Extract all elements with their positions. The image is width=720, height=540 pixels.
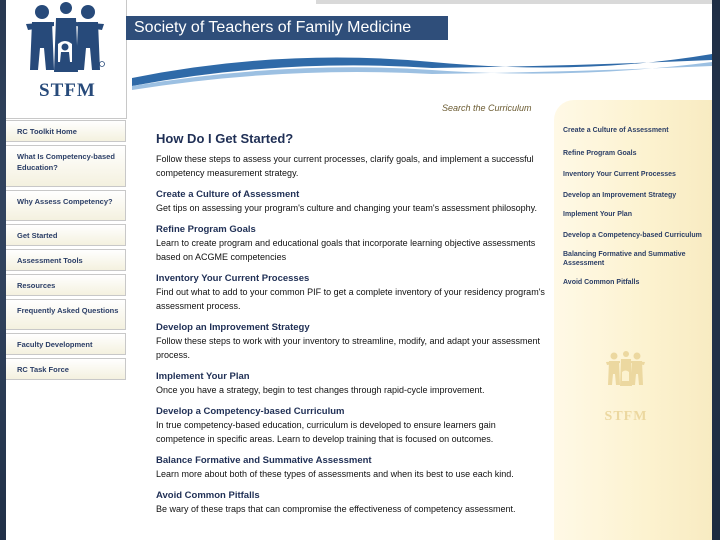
right-link-implement[interactable]: Implement Your Plan <box>563 211 632 218</box>
section-text-pitfalls: Be wary of these traps that can compromise the effectiveness of competency assessment. <box>156 504 516 514</box>
stfm-logo[interactable] <box>6 0 127 119</box>
nav-item-rc-task-force[interactable]: RC Task Force <box>6 358 126 380</box>
section-text-culture: Get tips on assessing your program's culture and changing your team's assessment philosophy. <box>156 203 537 213</box>
section-link-improvement[interactable]: Develop an Improvement Strategy <box>156 322 310 333</box>
watermark-text: STFM <box>604 409 648 424</box>
header-swoosh <box>132 40 712 90</box>
nav-item-rc-toolkit-home[interactable]: RC Toolkit Home <box>6 120 126 142</box>
right-link-program-goals[interactable]: Refine Program Goals <box>563 150 637 157</box>
nav-item-faq[interactable]: Frequently Asked Questions <box>6 299 126 330</box>
section-link-balance[interactable]: Balance Formative and Summative Assessment <box>156 455 372 466</box>
main-content <box>156 131 546 516</box>
section-link-implement[interactable]: Implement Your Plan <box>156 371 250 382</box>
nav-item-resources[interactable]: Resources <box>6 274 126 296</box>
section-link-inventory[interactable]: Inventory Your Current Processes <box>156 273 310 284</box>
right-link-improvement[interactable]: Develop an Improvement Strategy <box>563 192 677 199</box>
section-link-curriculum[interactable]: Develop a Competency-based Curriculum <box>156 406 345 417</box>
section-link-program-goals[interactable]: Refine Program Goals <box>156 224 256 235</box>
family-figures-watermark-icon <box>596 338 656 402</box>
right-link-culture[interactable]: Create a Culture of Assessment <box>563 127 669 134</box>
section-text-inventory: Find out what to add to your common PIF to get a complete inventory of your residency program's assessment process. <box>156 287 545 311</box>
section-text-implement: Once you have a strategy, begin to test changes through rapid-cycle improvement. <box>156 385 485 395</box>
section-text-program-goals: Learn to create program and educational goals that incorporate learning objective assessments based on ACGME competencies <box>156 238 536 262</box>
section-text-curriculum: In true competency-based education, curriculum is developed to ensure learners gain competence in specific areas. Learn to develop training that is focused on outcomes. <box>156 420 496 444</box>
page-title: How Do I Get Started? <box>156 131 294 146</box>
section-link-pitfalls[interactable]: Avoid Common Pitfalls <box>156 490 260 501</box>
right-sidebar-nav <box>563 126 703 287</box>
logo-text: STFM <box>39 80 96 101</box>
family-figures-icon <box>6 0 126 80</box>
right-link-inventory[interactable]: Inventory Your Current Processes <box>563 171 676 178</box>
right-link-pitfalls[interactable]: Avoid Common Pitfalls <box>563 279 640 286</box>
section-link-culture[interactable]: Create a Culture of Assessment <box>156 189 300 200</box>
section-text-balance: Learn more about both of these types of assessments and when its best to use each kind. <box>156 469 514 479</box>
right-link-curriculum[interactable]: Develop a Competency-based Curriculum <box>563 232 702 239</box>
stfm-watermark-logo <box>596 338 656 434</box>
site-banner[interactable]: Society of Teachers of Family Medicine <box>126 16 448 40</box>
left-sidebar-nav <box>6 120 126 383</box>
nav-item-assessment-tools[interactable]: Assessment Tools <box>6 249 126 271</box>
section-text-improvement: Follow these steps to work with your inventory to streamline, modify, and adapt your assessment process. <box>156 336 541 360</box>
right-link-balancing[interactable]: Balancing Formative and Summative Assessment <box>563 251 686 267</box>
web-page <box>6 0 712 540</box>
nav-item-why-assess[interactable]: Why Assess Competency? <box>6 190 126 221</box>
nav-item-what-is-cbe[interactable]: What Is Competency-based Education? <box>6 145 126 187</box>
intro-text: Follow these steps to assess your current processes, clarify goals, and implement a successful competency measurement strategy. <box>156 154 534 178</box>
nav-item-faculty-development[interactable]: Faculty Development <box>6 333 126 355</box>
search-curriculum-link[interactable]: Search the Curriculum <box>442 103 532 113</box>
top-nav-strip <box>316 0 712 4</box>
nav-item-get-started[interactable]: Get Started <box>6 224 126 246</box>
